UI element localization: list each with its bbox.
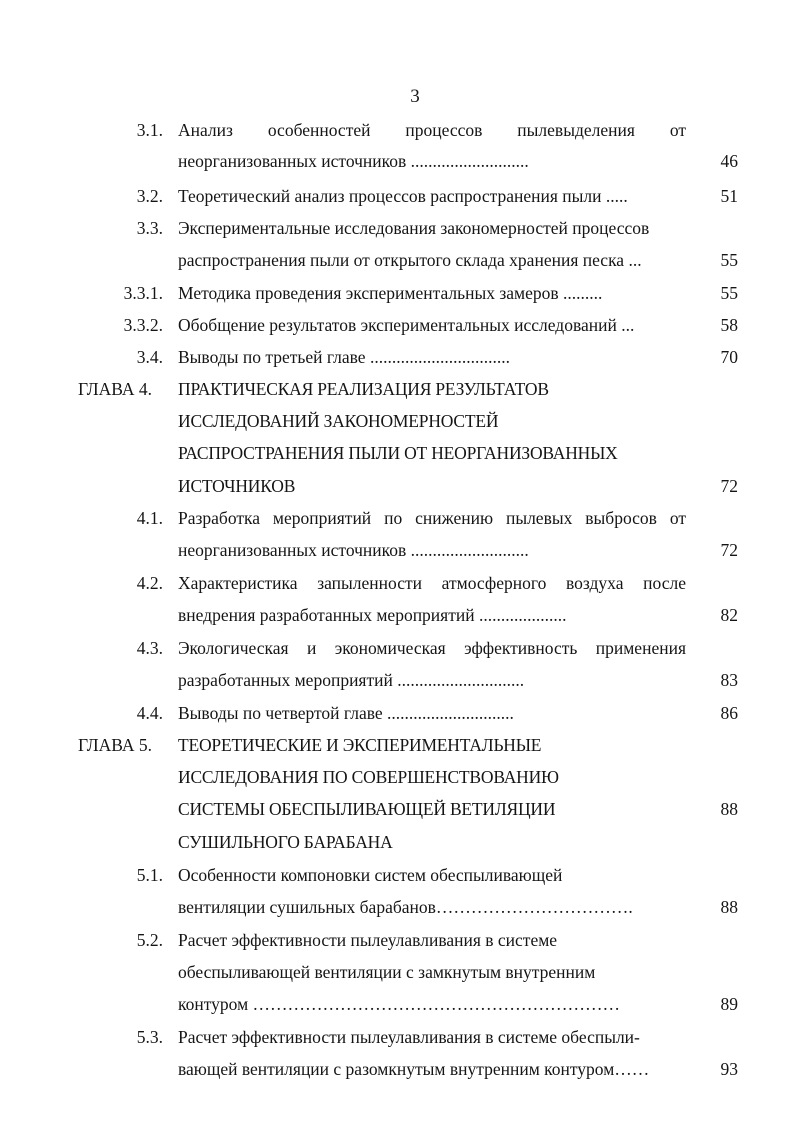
section-number: 3.4. — [136, 347, 163, 367]
chapter-title-line: ИСТОЧНИКОВ — [178, 476, 296, 496]
toc-entry-5-1[interactable] — [0, 860, 793, 890]
entry-title-line: обеспыливающей вентиляции с замкнутым внутренним — [178, 962, 596, 982]
toc-entry-4-4[interactable] — [0, 698, 793, 728]
section-number: 3.1. — [136, 120, 163, 140]
toc-chapter-4-cont-2 — [0, 438, 793, 468]
toc-entry-5-1-cont[interactable] — [0, 892, 793, 922]
page-ref: 72 — [720, 476, 738, 496]
entry-title-line: вающей вентиляции с разомкнутым внутренним контуром…… — [178, 1059, 650, 1079]
page-ref: 55 — [720, 250, 738, 270]
toc-chapter-4[interactable] — [0, 374, 793, 404]
page-ref: 89 — [720, 994, 738, 1014]
entry-title-line: Расчет эффективности пылеулавливания в системе обеспыли- — [178, 1027, 640, 1047]
chapter-title-line: ИССЛЕДОВАНИЯ ПО СОВЕРШЕНСТВОВАНИЮ — [178, 767, 559, 787]
chapter-title-line: ИССЛЕДОВАНИЙ ЗАКОНОМЕРНОСТЕЙ — [178, 411, 499, 431]
section-number: 3.3.2. — [123, 315, 163, 335]
page-ref: 72 — [720, 540, 738, 560]
entry-title-line: Теоретический анализ процессов распространения пыли ..... — [178, 186, 628, 206]
page-ref: 93 — [720, 1059, 738, 1079]
toc-entry-3-1-cont[interactable] — [0, 146, 793, 176]
chapter-label: ГЛАВА 5. — [78, 735, 153, 755]
toc-chapter-5-cont-2 — [0, 794, 793, 824]
entry-title-line: Выводы по третьей главе ................................ — [178, 347, 510, 367]
toc-entry-5-3-cont[interactable] — [0, 1054, 793, 1084]
page-ref: 88 — [720, 897, 738, 917]
toc-entry-4-3-cont[interactable] — [0, 665, 793, 695]
toc-entry-5-2-cont-2[interactable] — [0, 989, 793, 1019]
toc-entry-5-2[interactable] — [0, 925, 793, 955]
toc-chapter-5[interactable] — [0, 730, 793, 760]
entry-title-line: распространения пыли от открытого склада хранения песка ... — [178, 250, 642, 270]
page-ref: 46 — [720, 151, 738, 171]
section-number: 3.3. — [136, 218, 163, 238]
entry-title-line: Расчет эффективности пылеулавливания в системе — [178, 930, 558, 950]
entry-title-line: неорганизованных источников ........................... — [178, 540, 529, 560]
entry-title-line: Разработка мероприятий по снижению пылевых выбросов от — [178, 508, 686, 528]
section-number: 5.1. — [136, 865, 163, 885]
chapter-title-line: СУШИЛЬНОГО БАРАБАНА — [178, 832, 393, 852]
entry-title-line: внедрения разработанных мероприятий .................... — [178, 605, 567, 625]
section-number: 4.3. — [136, 638, 163, 658]
toc-entry-4-1[interactable] — [0, 503, 793, 533]
page-ref: 55 — [720, 283, 738, 303]
page-ref: 70 — [720, 347, 738, 367]
toc-chapter-5-cont-3 — [0, 827, 793, 857]
page-ref: 51 — [720, 186, 738, 206]
entry-title-line: неорганизованных источников ........................... — [178, 151, 529, 171]
chapter-title-line: ТЕОРЕТИЧЕСКИЕ И ЭКСПЕРИМЕНТАЛЬНЫЕ — [178, 735, 542, 755]
section-number: 3.2. — [136, 186, 163, 206]
section-number: 3.3.1. — [123, 283, 163, 303]
entry-title-line: вентиляции сушильных барабанов……………………………. — [178, 897, 633, 917]
entry-title-line: Методика проведения экспериментальных замеров ......... — [178, 283, 603, 303]
page-ref: 82 — [720, 605, 738, 625]
page-ref: 88 — [720, 799, 738, 819]
toc-entry-3-3[interactable] — [0, 213, 793, 243]
toc-chapter-4-cont-1 — [0, 406, 793, 436]
toc-entry-3-1[interactable] — [0, 115, 793, 145]
entry-title-line: Экологическая и экономическая эффективность применения — [178, 638, 686, 658]
entry-title-line: контуром ……………………………………………………… — [178, 994, 621, 1014]
chapter-title-line: ПРАКТИЧЕСКАЯ РЕАЛИЗАЦИЯ РЕЗУЛЬТАТОВ — [178, 379, 549, 399]
entry-title-line: Экспериментальные исследования закономерностей процессов — [178, 218, 650, 238]
toc-entry-4-2[interactable] — [0, 568, 793, 598]
page-ref: 83 — [720, 670, 738, 690]
chapter-title-line: СИСТЕМЫ ОБЕСПЫЛИВАЮЩЕЙ ВЕТИЛЯЦИИ — [178, 799, 556, 819]
toc-entry-4-2-cont[interactable] — [0, 600, 793, 630]
entry-title-line: Характеристика запыленности атмосферного воздуха после — [178, 573, 686, 593]
toc-entry-3-4[interactable] — [0, 342, 793, 372]
section-number: 4.1. — [136, 508, 163, 528]
chapter-label: ГЛАВА 4. — [78, 379, 153, 399]
chapter-title-line: РАСПРОСТРАНЕНИЯ ПЫЛИ ОТ НЕОРГАНИЗОВАННЫХ — [178, 443, 618, 463]
toc-entry-3-3-1[interactable] — [0, 278, 793, 308]
section-number: 4.2. — [136, 573, 163, 593]
toc-chapter-5-cont-1 — [0, 762, 793, 792]
section-number: 5.3. — [136, 1027, 163, 1047]
entry-title-line: Выводы по четвертой главе ............................. — [178, 703, 514, 723]
page-number: 3 — [410, 86, 420, 107]
toc-entry-4-3[interactable] — [0, 633, 793, 663]
page-ref: 86 — [720, 703, 738, 723]
toc-entry-3-2[interactable] — [0, 181, 793, 211]
page-ref: 58 — [720, 315, 738, 335]
entry-title-line: Обобщение результатов экспериментальных исследований ... — [178, 315, 635, 335]
toc-entry-3-3-cont[interactable] — [0, 245, 793, 275]
entry-title-line: разработанных мероприятий ............................. — [178, 670, 525, 690]
toc-entry-5-2-cont-1[interactable] — [0, 957, 793, 987]
entry-title-line: Анализ особенностей процессов пылевыделения от — [178, 120, 686, 140]
toc-entry-5-3[interactable] — [0, 1022, 793, 1052]
section-number: 5.2. — [136, 930, 163, 950]
entry-title-line: Особенности компоновки систем обеспыливающей — [178, 865, 563, 885]
toc-entry-4-1-cont[interactable] — [0, 535, 793, 565]
toc-entry-3-3-2[interactable] — [0, 310, 793, 340]
toc-chapter-4-cont-3 — [0, 471, 793, 501]
section-number: 4.4. — [136, 703, 163, 723]
